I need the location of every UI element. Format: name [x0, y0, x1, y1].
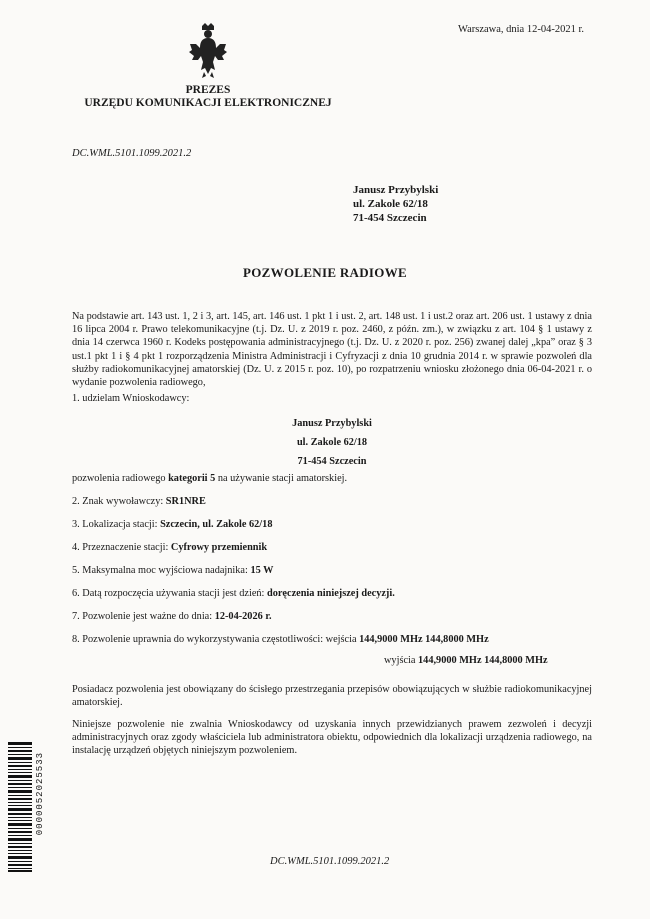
obligation-paragraph: Posiadacz pozwolenia jest obowiązany do ścisłego przestrzegania przepisów obowiązujących w służbie radiokomunikacyjnej amatorskiej.	[72, 684, 592, 709]
barcode-number: 0000052025533	[35, 752, 45, 836]
start-date-value: doręczenia niniejszej decyzji.	[266, 588, 395, 599]
notice-paragraph: Niniejsze pozwolenie nie zwalnia Wnioskodawcy od uzyskania innych przewidzianych prawem zezwoleń i decyzji administracyjnych oraz zgody właściciela lub administratora obiektu, odpowiednich dla lokalizacji urządzenia radiowego, na instalację urządzeń objętych niniejszym pozwoleniem.	[72, 719, 592, 757]
polish-eagle-emblem-icon	[188, 22, 228, 80]
item-8-frequencies: 8. Pozwolenie uprawnia do wykorzystywania częstotliwości: wejścia 144,9000 MHz 144,8000 MHz	[72, 634, 489, 645]
recipient-address	[353, 183, 438, 225]
power-value: 15 W	[250, 565, 274, 576]
output-frequencies-line: wyjścia 144,9000 MHz 144,8000 MHz	[384, 655, 548, 666]
item-7-validity: 7. Pozwolenie jest ważne do dnia: 12-04-2026 r.	[72, 611, 272, 622]
issuing-authority	[70, 84, 346, 110]
item-3-location: 3. Lokalizacja stacji: Szczecin, ul. Zakole 62/18	[72, 519, 273, 530]
output-frequencies: 144,9000 MHz 144,8000 MHz	[418, 655, 548, 666]
case-reference: DC.WML.5101.1099.2021.2	[72, 148, 192, 159]
authority-title: PREZES	[185, 84, 231, 96]
grantee-city: 71-454 Szczecin	[297, 456, 367, 467]
purpose-value: Cyfrowy przemiennik	[170, 542, 268, 553]
legal-basis-paragraph: Na podstawie art. 143 ust. 1, 2 i 3, art. 145, art. 146 ust. 1 pkt 1 i ust. 2, art. 148 ust. 1 i ust.2 oraz art. 206 ust. 1 ustawy z dnia 16 lipca 2004 r. Prawo telekomunikacyjne (t.j. Dz. U. z 2019 r. poz. 2460, z późn. zm.), w związku z art. 104 § 1 ustawy z dnia 14 czerwca 1960 r. Kodeks postępowania administracyjnego (t.j. Dz. U. z 2020 r. poz. 256) zwanej dalej „kpa” oraz § 3 ust.1 pkt 1 i § 4 pkt 1 rozporządzenia Ministra Administracji i Cyfryzacji z dnia 10 grudnia 2014 r. w sprawie pozwoleń dla służby radiokomunikacyjnej amatorskiej (Dz. U. z 2015 r. poz. 10), po rozpatrzeniu wniosku złożonego dnia 06-04-2021 r. o wydanie pozwolenia radiowego,	[72, 311, 592, 389]
document-date: Warszawa, dnia 12-04-2021 r.	[458, 24, 584, 35]
footer-reference: DC.WML.5101.1099.2021.2	[270, 856, 390, 867]
item-6-start-date: 6. Datą rozpoczęcia używania stacji jest dzień: doręczenia niniejszej decyzji.	[72, 588, 395, 599]
grant-sentence: pozwolenia radiowego kategorii 5 na używanie stacji amatorskiej.	[72, 473, 348, 484]
grantee-name: Janusz Przybylski	[292, 418, 372, 429]
item-2-callsign: 2. Znak wywoławczy: SR1NRE	[72, 496, 206, 507]
recipient-name: Janusz Przybylski	[353, 184, 439, 196]
validity-value: 12-04-2026 r.	[214, 611, 272, 622]
recipient-city: 71-454 Szczecin	[353, 212, 427, 224]
authority-name: URZĘDU KOMUNIKACJI ELEKTRONICZNEJ	[84, 97, 332, 109]
item-5-power: 5. Maksymalna moc wyjściowa nadajnika: 15 W	[72, 565, 274, 576]
license-category: kategorii 5	[168, 473, 216, 484]
document-title: POZWOLENIE RADIOWE	[243, 265, 407, 280]
location-value: Szczecin, ul. Zakole 62/18	[160, 519, 273, 530]
recipient-street: ul. Zakole 62/18	[353, 198, 428, 210]
barcode-icon	[8, 742, 32, 872]
grantee-street: ul. Zakole 62/18	[296, 437, 368, 448]
callsign-value: SR1NRE	[165, 496, 206, 507]
input-frequencies: 144,9000 MHz 144,8000 MHz	[359, 634, 489, 645]
item-4-purpose: 4. Przeznaczenie stacji: Cyfrowy przemiennik	[72, 542, 268, 553]
item-1-label: 1. udzielam Wnioskodawcy:	[72, 393, 190, 404]
